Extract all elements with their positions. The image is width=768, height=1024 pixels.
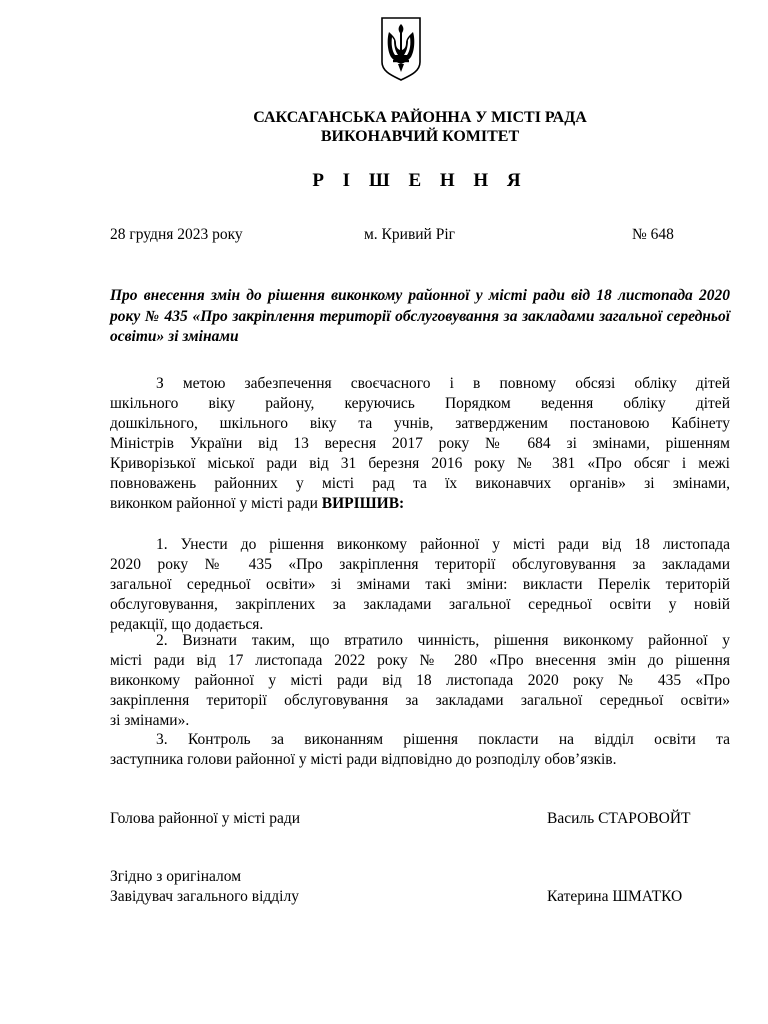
item-2-line: місті ради від 17 листопада 2022 року № 280 «Про внесення змін до рішення (110, 652, 730, 669)
item-1-line: обслуговування, закріплених за закладами загальної середньої освіти у новій (110, 596, 730, 613)
committee-name: ВИКОНАВЧИЙ КОМІТЕТ (320, 128, 520, 145)
preamble-line: Міністрів України від 13 вересня 2017 року № 684 зі змінами, рішенням (110, 435, 730, 452)
preamble-line: шкільного віку району, керуючись Порядком ведення обліку дітей (110, 395, 730, 412)
item-1-line: загальної середньої освіти» зі змінами такі зміни: викласти Перелік територій (110, 576, 730, 593)
item-2-line: зі змінами». (110, 712, 190, 729)
head-name: Василь СТАРОВОЙТ (547, 810, 691, 827)
preamble-line: повноважень районних у місті рад та їх виконавчих органів» зі змінами, (110, 475, 730, 492)
item-1-line: 2020 року № 435 «Про закріплення території обслуговування за закладами (110, 556, 730, 573)
item-3-line: заступника голови районної у місті ради відповідно до розподілу обов’язків. (110, 751, 617, 768)
preamble-line: Криворізької міської ради від 31 березня 2016 року № 381 «Про обсяг і межі (110, 455, 730, 472)
decision-word: ВИРІШИВ: (321, 495, 405, 512)
preamble-line: дошкільного, шкільного віку та учнів, затвердженим постановою Кабінету (110, 415, 730, 432)
preamble-line: З метою забезпечення своєчасного і в повному обсязі обліку дітей (156, 375, 730, 392)
item-2-line: закріплення території обслуговування за закладами загальної середньої освіти» (110, 692, 730, 709)
council-name: САКСАГАНСЬКА РАЙОННА У МІСТІ РАДА (253, 109, 587, 126)
item-3-line: 3. Контроль за виконанням рішення покласти на відділ освіти та (156, 731, 730, 748)
item-2-line: 2. Визнати таким, що втратило чинність, рішення виконкому районної у (156, 632, 730, 649)
item-1-line: редакції, що додається. (110, 616, 264, 633)
decision-date: 28 грудня 2023 року (110, 226, 243, 243)
coat-of-arms-icon (379, 16, 423, 82)
dept-name: Катерина ШМАТКО (547, 888, 683, 905)
item-2-line: виконкому районної у місті ради від 18 листопада 2020 року № 435 «Про (110, 672, 730, 689)
preamble-last-text: виконком районної у місті ради (110, 495, 322, 512)
decision-city: м. Кривий Ріг (364, 226, 456, 243)
decision-number: № 648 (632, 226, 674, 243)
document-type-title: Р І Ш Е Н Н Я (312, 170, 528, 191)
copy-note: Згідно з оригіналом (110, 868, 242, 885)
item-1-line: 1. Унести до рішення виконкому районної у місті ради від 18 листопада (156, 536, 730, 553)
preamble-last-line (110, 495, 730, 513)
decision-subject: Про внесення змін до рішення виконкому районної у місті ради від 18 листопада 2020 року № 435 «Про закріплення території обслуговування за закладами загальної середньої освіти» зі змінами (110, 287, 730, 345)
dept-title: Завідувач загального відділу (110, 888, 299, 905)
head-title: Голова районної у місті ради (110, 810, 301, 827)
